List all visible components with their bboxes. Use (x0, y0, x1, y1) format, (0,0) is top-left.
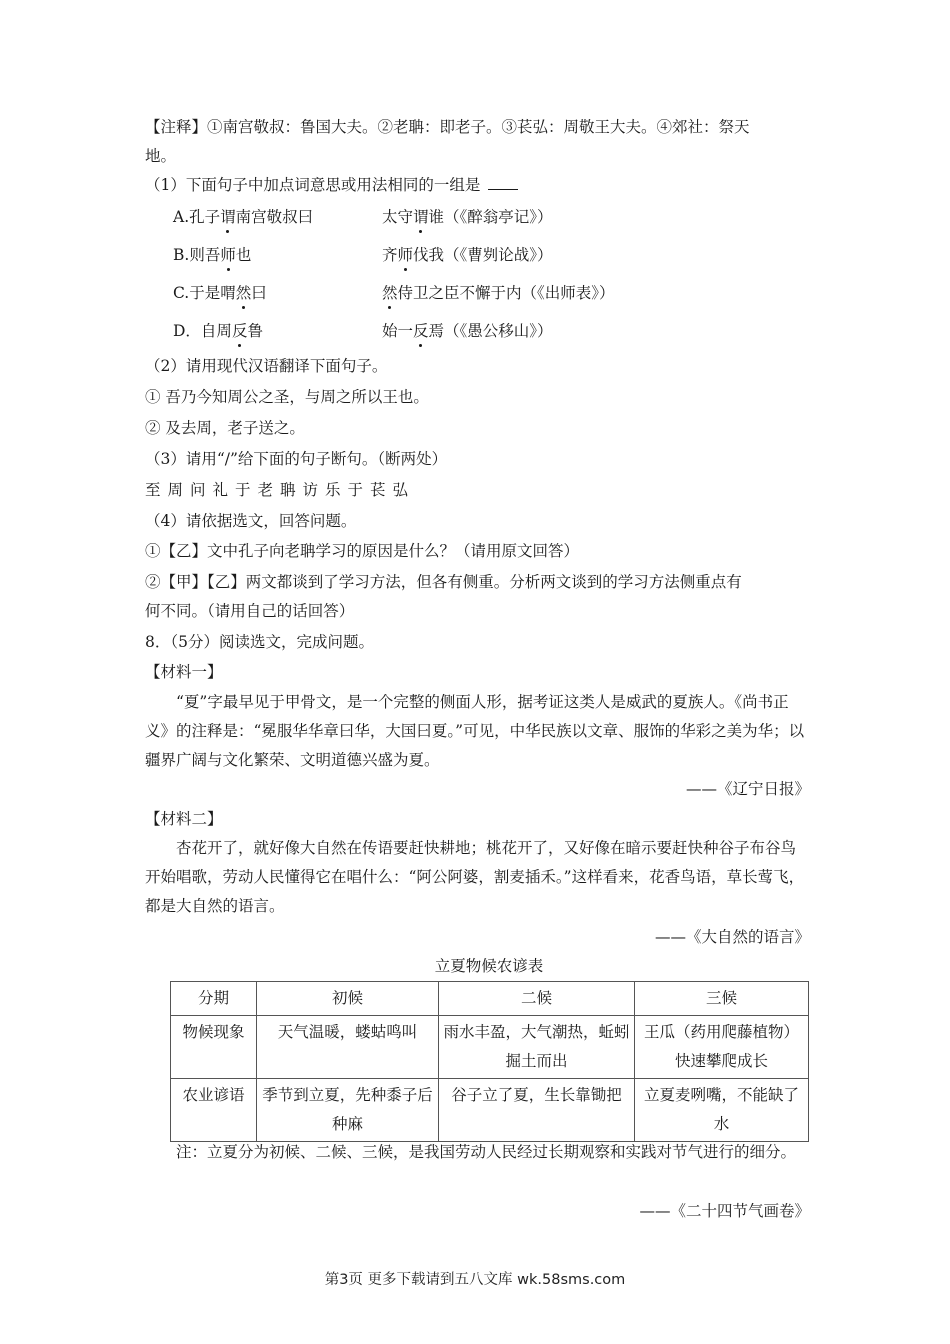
question-4-sub-2-line-1: ②【甲】【乙】两文都谈到了学习方法，但各有侧重。分析两文谈到的学习方法侧重点有 (145, 573, 742, 591)
table-header-cell: 三候 (635, 982, 809, 1016)
option-c-right: 然侍卫之臣不懈于内（《出师表》） (382, 284, 615, 302)
material-1-title: 【材料一】 (145, 663, 223, 681)
table-cell: 雨水丰盈，大气潮热，蚯蚓掘土而出 (439, 1016, 635, 1079)
table-header-cell: 二候 (439, 982, 635, 1016)
table-header-cell: 初候 (257, 982, 439, 1016)
dotted-char: 师 (397, 246, 414, 264)
question-4-sub-2-line-2: 何不同。（请用自己的话回答） (145, 602, 355, 620)
option-d-right: 始一反焉（《愚公移山》） (382, 322, 553, 340)
dotted-char: 然 (235, 284, 252, 302)
dotted-char: 反 (413, 322, 429, 340)
table-header-row (171, 982, 809, 1016)
option-b-right: 齐师伐我（《曹刿论战》） (382, 246, 553, 264)
table-cell: 立夏麦咧嘴，不能缺了水 (635, 1079, 809, 1142)
table-header-cell: 分期 (171, 982, 257, 1016)
table-title: 立夏物候农谚表 (434, 957, 544, 975)
question-3-stem: （3）请用“/”给下面的句子断句。（断两处） (145, 450, 448, 468)
material-1-source: ——《辽宁日报》 (685, 780, 810, 798)
table-cell: 季节到立夏，先种黍子后种麻 (257, 1079, 439, 1142)
dotted-char: 然 (382, 284, 398, 302)
question-8-stem: 8．（5分）阅读选文，完成问题。 (145, 633, 374, 651)
table-note: 注：立夏分为初候、二候、三候，是我国劳动人民经过长期观察和实践对节气进行的细分。 (176, 1143, 797, 1161)
table-row (171, 1079, 809, 1142)
dotted-char: 师 (220, 246, 236, 264)
table-cell: 王瓜（药用爬藤植物）快速攀爬成长 (635, 1016, 809, 1079)
page-footer: 第3页 更多下载请到五八文库 wk.58sms.com (324, 1272, 626, 1288)
dotted-char: 反 (231, 322, 248, 340)
material-2-text: 杏花开了，就好像大自然在传语要赶快耕地；桃花开了，又好像在暗示要赶快种谷子布谷鸟开始唱歌，劳动人民懂得它在唱什么：“阿公阿婆，割麦插禾。”这样看来，花香鸟语，草长莺飞，都是大自然的语言。 (145, 839, 805, 915)
question-2-sentence-1: ① 吾乃今知周公之圣，与周之所以王也。 (145, 388, 429, 406)
question-4-stem: （4）请依据选文，回答问题。 (145, 512, 357, 530)
answer-blank (488, 175, 518, 190)
table-note-source: ——《二十四节气画卷》 (639, 1202, 810, 1220)
table-cell: 天气温暖，蝼蛄鸣叫 (257, 1016, 439, 1079)
notes-line-2: 地。 (145, 147, 177, 165)
question-2-stem: （2）请用现代汉语翻译下面句子。 (145, 357, 388, 375)
table-row (171, 1016, 809, 1079)
option-a-left: A.孔子谓南宫敬叔曰 (173, 208, 314, 226)
question-1-text: （1）下面句子中加点词意思或用法相同的一组是 (145, 176, 481, 194)
material-2-title: 【材料二】 (145, 810, 223, 828)
option-d-left: D．自周反鲁 (173, 322, 263, 340)
dotted-char: 谓 (413, 208, 429, 226)
table-cell: 谷子立了夏，生长靠锄把 (439, 1079, 635, 1142)
option-a-right: 太守谓谁（《醉翁亭记》） (382, 208, 553, 226)
table-cell: 物候现象 (171, 1016, 257, 1079)
question-2-sentence-2: ② 及去周，老子送之。 (145, 419, 305, 437)
question-1-stem (145, 175, 810, 195)
material-1-text: “夏”字最早见于甲骨文，是一个完整的侧面人形，据考证这类人是威武的夏族人。《尚书正义》的注释是：“冕服华华章曰华，大国曰夏。”可见，中华民族以文章、服饰的华彩之美为华；以疆界广阔与文化繁荣、文明道德兴盛为夏。 (145, 693, 805, 769)
material-2-source: ——《大自然的语言》 (654, 928, 810, 946)
question-3-sentence: 至周问礼于老聃访乐于苌弘 (145, 481, 416, 499)
table-cell: 农业谚语 (171, 1079, 257, 1142)
option-c-left: C.于是喟然曰 (173, 284, 267, 302)
question-4-sub-1: ①【乙】文中孔子向老聃学习的原因是什么？（请用原文回答） (145, 542, 580, 560)
notes-line-1: 【注释】①南宫敬叔：鲁国大夫。②老聃：即老子。③苌弘：周敬王大夫。④郊社：祭天 (145, 118, 750, 136)
option-b-left: B.则吾师也 (173, 246, 252, 264)
dotted-char: 谓 (220, 208, 236, 226)
phenology-table (170, 981, 809, 1142)
